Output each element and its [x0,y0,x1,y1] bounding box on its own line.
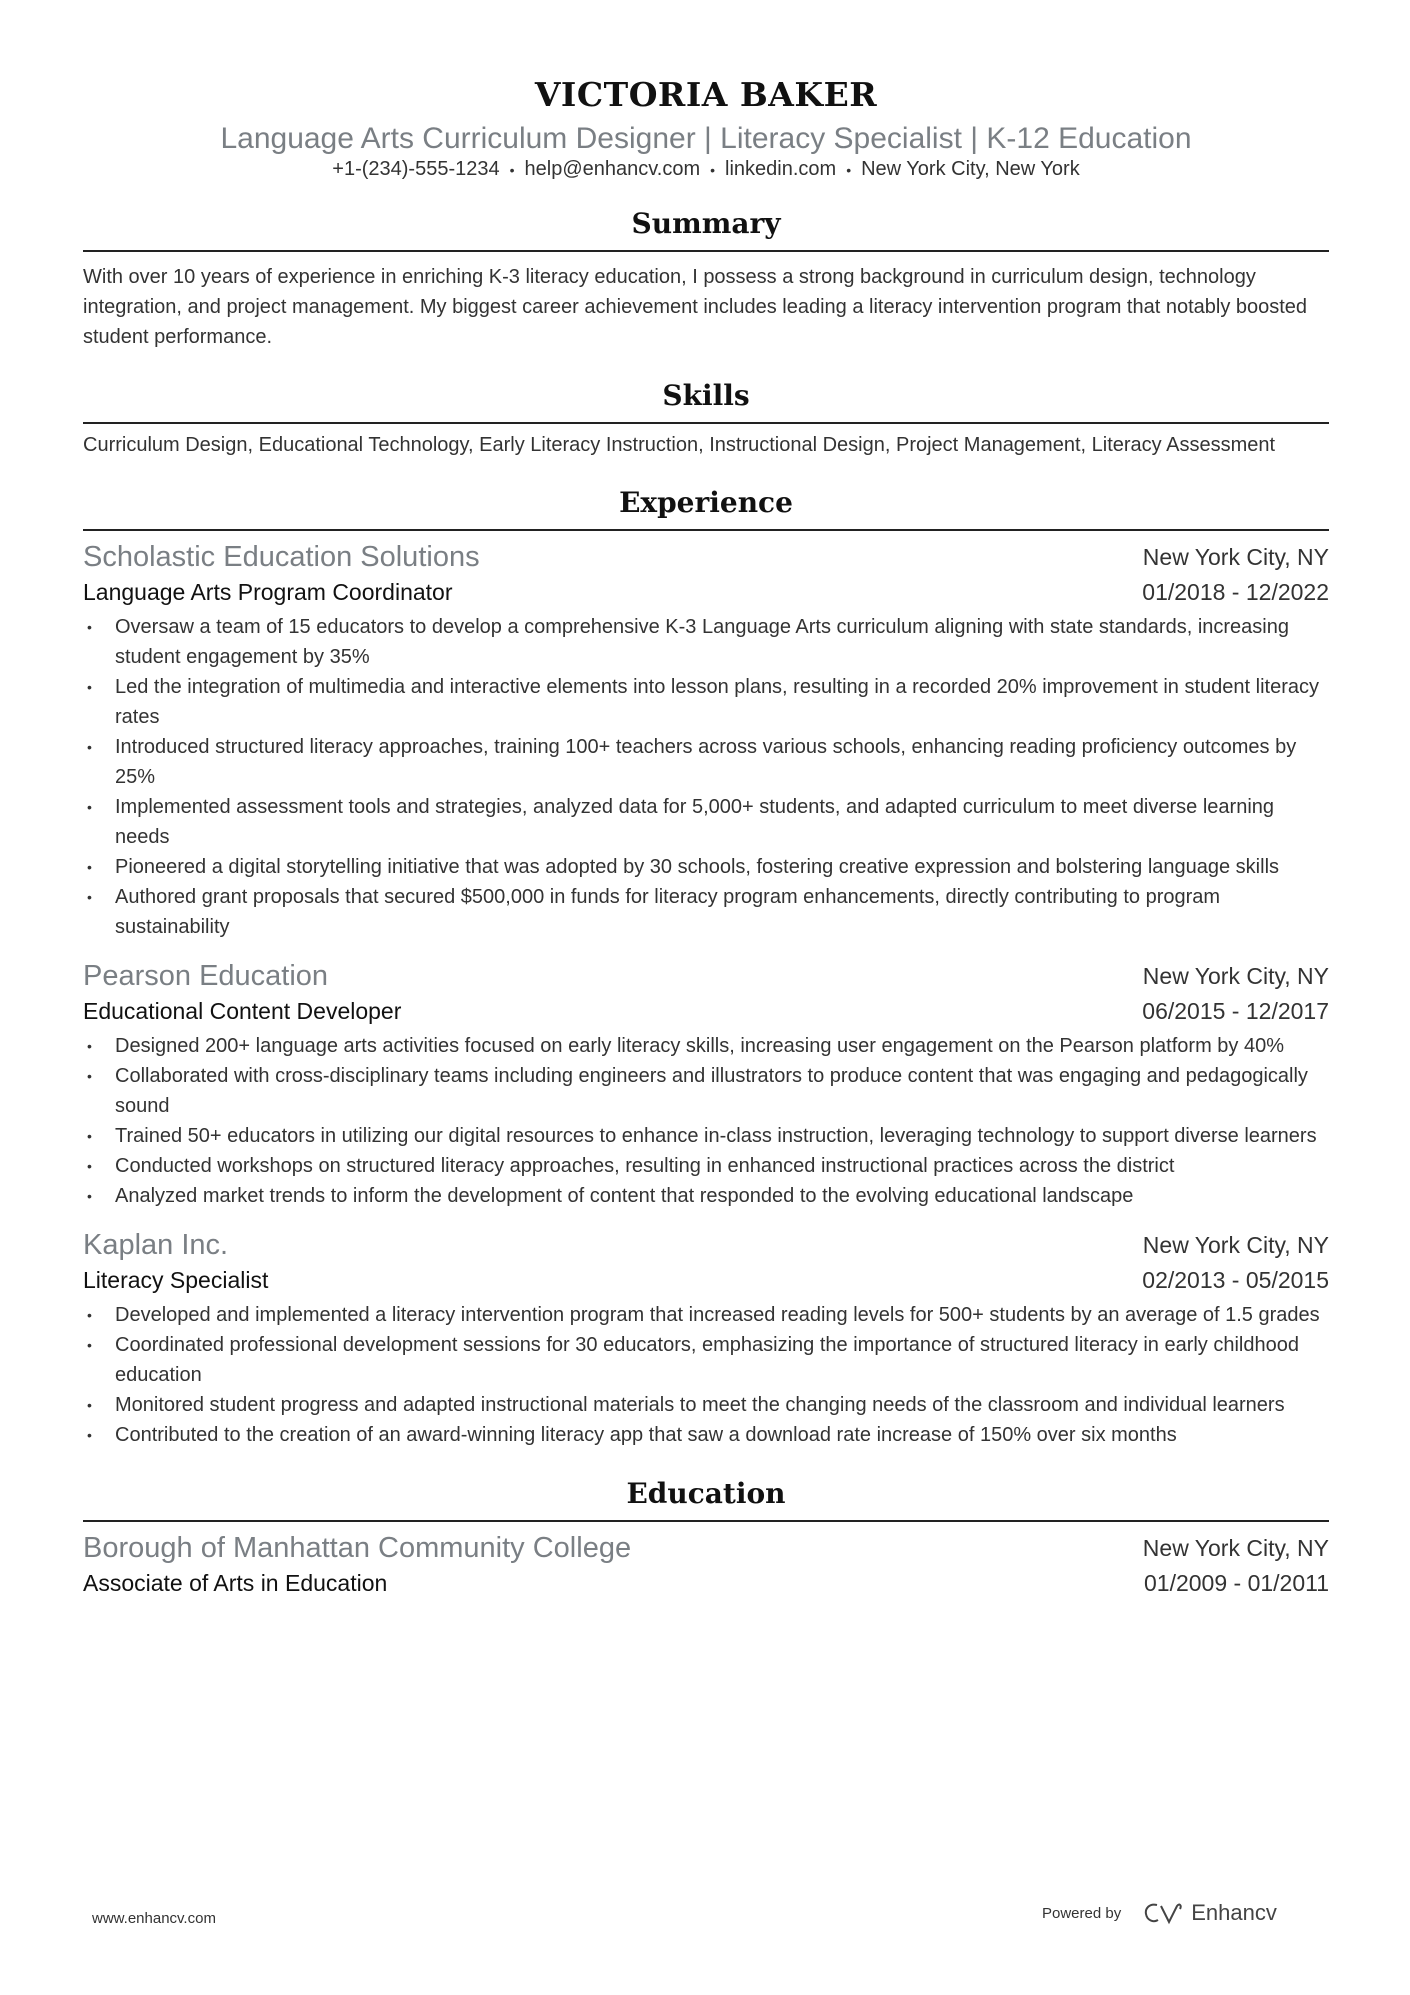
bullet-item [83,1300,1329,1330]
bullet-item [83,1330,1329,1390]
separator-dot: • [846,161,852,178]
job-title: Literacy Specialist [83,1266,269,1293]
bullet-text: Led the integration of multimedia and interactive elements into lesson plans, resulting in a recorded 20% improvement in student literacy rates [115,675,1319,728]
education-entry [83,1531,1329,1601]
bullet-item [83,1061,1329,1121]
bullet-icon: • [87,1396,92,1413]
education-section [83,1472,1329,1601]
footer-website[interactable]: www.enhancv.com [92,1910,216,1927]
section-heading: Summary [83,202,1329,252]
bullet-text: Contributed to the creation of an award-winning literacy app that saw a download rate increase of 150% over six months [115,1423,1177,1446]
job-dates: 01/2018 - 12/2022 [1142,578,1329,605]
experience-section [83,481,1329,1450]
job-location: New York City, NY [1142,962,1329,989]
bullet-item [83,852,1329,882]
bullet-icon: • [87,1157,92,1174]
bullet-item [83,732,1329,792]
bullet-text: Introduced structured literacy approaches, training 100+ teachers across various schools, enhancing reading proficiency outcomes by 25% [115,735,1297,788]
summary-section [83,202,1329,352]
bullet-icon: • [87,678,92,695]
bullet-text: Monitored student progress and adapted instructional materials to meet the changing needs of the classroom and individual learners [115,1393,1285,1416]
bullet-icon: • [87,618,92,635]
bullet-item [83,612,1329,672]
job-title: Language Arts Program Coordinator [83,578,453,605]
bullet-icon: • [87,888,92,905]
bullet-icon: • [87,1306,92,1323]
bullet-item [83,672,1329,732]
bullet-text: Conducted workshops on structured literacy approaches, resulting in enhanced instructional practices across the district [115,1154,1175,1177]
linkedin-link[interactable]: linkedin.com [725,158,837,180]
brand-name: Enhancv [1191,1900,1277,1925]
bullet-text: Trained 50+ educators in utilizing our digital resources to enhance in-class instruction, leveraging technology to support diverse learners [115,1124,1317,1147]
job-entry [83,540,1329,942]
bullet-icon: • [87,1187,92,1204]
section-heading: Education [83,1472,1329,1522]
job-location: New York City, NY [1142,1231,1329,1258]
bullet-text: Oversaw a team of 15 educators to develop a comprehensive K-3 Language Arts curriculum aligning with state standards, increasing student engagement by 35% [115,615,1289,668]
skills-section [83,374,1329,459]
school-location: New York City, NY [1142,1534,1329,1561]
bullet-text: Designed 200+ language arts activities focused on early literacy skills, increasing user engagement on the Pearson platform by 40% [115,1034,1284,1057]
bullet-text: Collaborated with cross-disciplinary teams including engineers and illustrators to produce content that was engaging and pedagogically sound [115,1064,1308,1117]
company-name: Pearson Education [83,959,329,992]
section-heading: Experience [83,481,1329,531]
location: New York City, New York [861,158,1080,180]
separator-dot: • [710,161,716,178]
powered-by-label: Powered by [1042,1904,1122,1922]
bullet-text: Developed and implemented a literacy intervention program that increased reading levels for 500+ students by an average of 1.5 grades [115,1303,1320,1326]
job-bullets [83,1031,1329,1211]
bullet-item [83,882,1329,942]
skills-text: Curriculum Design, Educational Technology, Early Literacy Instruction, Instructional Design, Project Management, Literacy Assessment [83,434,1276,456]
summary-text: With over 10 years of experience in enriching K-3 literacy education, I possess a strong background in curriculum design, technology integration, and project management. My biggest career achievement includes leading a literacy intervention program that notably boosted student performance. [83,266,1308,348]
bullet-icon: • [87,1037,92,1054]
candidate-name: VICTORIA BAKER [534,75,878,114]
job-entry [83,1228,1329,1450]
bullet-text: Implemented assessment tools and strategies, analyzed data for 5,000+ students, and adapted curriculum to meet diverse learning needs [115,795,1275,848]
school-name: Borough of Manhattan Community College [83,1531,632,1564]
job-dates: 02/2013 - 05/2015 [1142,1266,1329,1293]
company-name: Kaplan Inc. [83,1228,229,1261]
section-heading: Skills [83,374,1329,424]
email-link[interactable]: help@enhancv.com [524,158,701,180]
bullet-icon: • [87,1067,92,1084]
bullet-text: Analyzed market trends to inform the development of content that responded to the evolving educational landscape [115,1184,1134,1207]
bullet-icon: • [87,1127,92,1144]
bullet-icon: • [87,1336,92,1353]
bullet-text: Pioneered a digital storytelling initiative that was adopted by 30 schools, fostering creative expression and bolstering language skills [115,855,1280,878]
bullet-icon: • [87,738,92,755]
bullet-item [83,1151,1329,1181]
enhancv-logo[interactable] [1143,1900,1277,1926]
bullet-text: Authored grant proposals that secured $500,000 in funds for literacy program enhancements, directly contributing to program sustainability [115,885,1221,938]
bullet-icon: • [87,798,92,815]
phone: +1-(234)-555-1234 [332,158,500,180]
bullet-item [83,1121,1329,1151]
job-dates: 06/2015 - 12/2017 [1142,997,1329,1024]
company-name: Scholastic Education Solutions [83,540,480,573]
bullet-text: Coordinated professional development sessions for 30 educators, emphasizing the importance of structured literacy in early childhood education [115,1333,1299,1386]
bullet-icon: • [87,1426,92,1443]
bullet-item [83,792,1329,852]
bullet-item [83,1390,1329,1420]
job-bullets [83,1300,1329,1450]
job-title: Educational Content Developer [83,997,402,1024]
contact-info [83,156,1329,183]
enhancv-logo-icon [1143,1901,1183,1925]
job-entry [83,959,1329,1211]
separator-dot: • [509,161,515,178]
bullet-item [83,1031,1329,1061]
bullet-icon: • [87,858,92,875]
footer-branding [1042,1900,1277,1926]
bullet-item [83,1420,1329,1450]
bullet-item [83,1181,1329,1211]
education-dates: 01/2009 - 01/2011 [1143,1569,1329,1596]
job-location: New York City, NY [1142,543,1329,570]
headline: Language Arts Curriculum Designer | Literacy Specialist | K-12 Education [220,122,1192,155]
degree: Associate of Arts in Education [83,1569,388,1596]
job-bullets [83,612,1329,942]
